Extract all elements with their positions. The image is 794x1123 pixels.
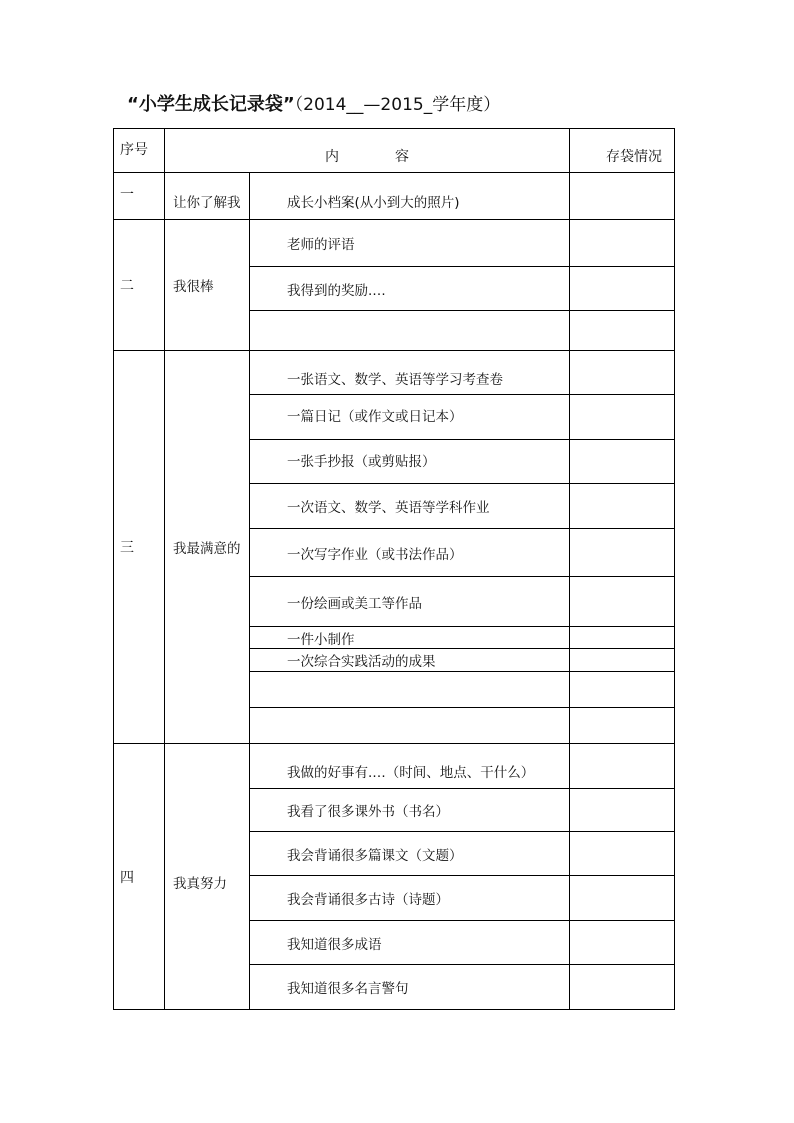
status-cell[interactable] (570, 965, 675, 1010)
status-cell[interactable] (570, 627, 675, 649)
status-cell[interactable] (570, 789, 675, 832)
section-index: 二 (114, 220, 165, 351)
header-row (114, 129, 675, 173)
status-cell[interactable] (570, 672, 675, 708)
item-text: 我会背诵很多古诗（诗题） (250, 876, 570, 921)
status-cell[interactable] (570, 440, 675, 484)
item-text: 我得到的奖励.… (250, 267, 570, 311)
item-text: 一篇日记（或作文或日记本） (250, 395, 570, 440)
item-text: 成长小档案(从小到大的照片) (250, 173, 570, 220)
item-text (250, 708, 570, 744)
item-text: 我做的好事有.…（时间、地点、干什么） (250, 744, 570, 789)
status-cell[interactable] (570, 395, 675, 440)
document-title (127, 90, 500, 116)
status-cell[interactable] (570, 529, 675, 577)
item-text: 一张语文、数学、英语等学习考查卷 (250, 351, 570, 395)
item-text: 一次写字作业（或书法作品） (250, 529, 570, 577)
section-category: 让你了解我 (165, 173, 250, 220)
item-text: 我知道很多名言警句 (250, 965, 570, 1010)
status-cell[interactable] (570, 267, 675, 311)
status-cell[interactable] (570, 577, 675, 627)
title-main: “小学生成长记录袋” (127, 94, 295, 115)
status-cell[interactable] (570, 220, 675, 267)
status-cell[interactable] (570, 921, 675, 965)
record-table (113, 128, 675, 1010)
item-text: 一张手抄报（或剪贴报） (250, 440, 570, 484)
item-text: 一份绘画或美工等作品 (250, 577, 570, 627)
table-row (114, 220, 675, 267)
status-cell[interactable] (570, 649, 675, 672)
status-cell[interactable] (570, 173, 675, 220)
section-category: 我真努力 (165, 744, 250, 1010)
status-cell[interactable] (570, 876, 675, 921)
status-cell[interactable] (570, 351, 675, 395)
item-text: 我会背诵很多篇课文（文题） (250, 832, 570, 876)
status-cell[interactable] (570, 744, 675, 789)
header-index: 序号 (114, 129, 165, 173)
header-status: 存袋情况 (570, 129, 675, 173)
item-text (250, 672, 570, 708)
status-cell[interactable] (570, 484, 675, 529)
table-row (114, 744, 675, 789)
item-text: 一次语文、数学、英语等学科作业 (250, 484, 570, 529)
section-index: 三 (114, 351, 165, 744)
item-text: 一次综合实践活动的成果 (250, 649, 570, 672)
status-cell[interactable] (570, 708, 675, 744)
item-text: 一件小制作 (250, 627, 570, 649)
item-text: 老师的评语 (250, 220, 570, 267)
section-category: 我最满意的 (165, 351, 250, 744)
status-cell[interactable] (570, 311, 675, 351)
section-index: 四 (114, 744, 165, 1010)
title-year-range: （2014__—2015_学年度） (294, 95, 501, 115)
table-row (114, 173, 675, 220)
status-cell[interactable] (570, 832, 675, 876)
section-index: 一 (114, 173, 165, 220)
item-text: 我知道很多成语 (250, 921, 570, 965)
item-text: 我看了很多课外书（书名） (250, 789, 570, 832)
header-content: 内 容 (165, 129, 570, 173)
item-text (250, 311, 570, 351)
table-row (114, 351, 675, 395)
section-category: 我很棒 (165, 220, 250, 351)
